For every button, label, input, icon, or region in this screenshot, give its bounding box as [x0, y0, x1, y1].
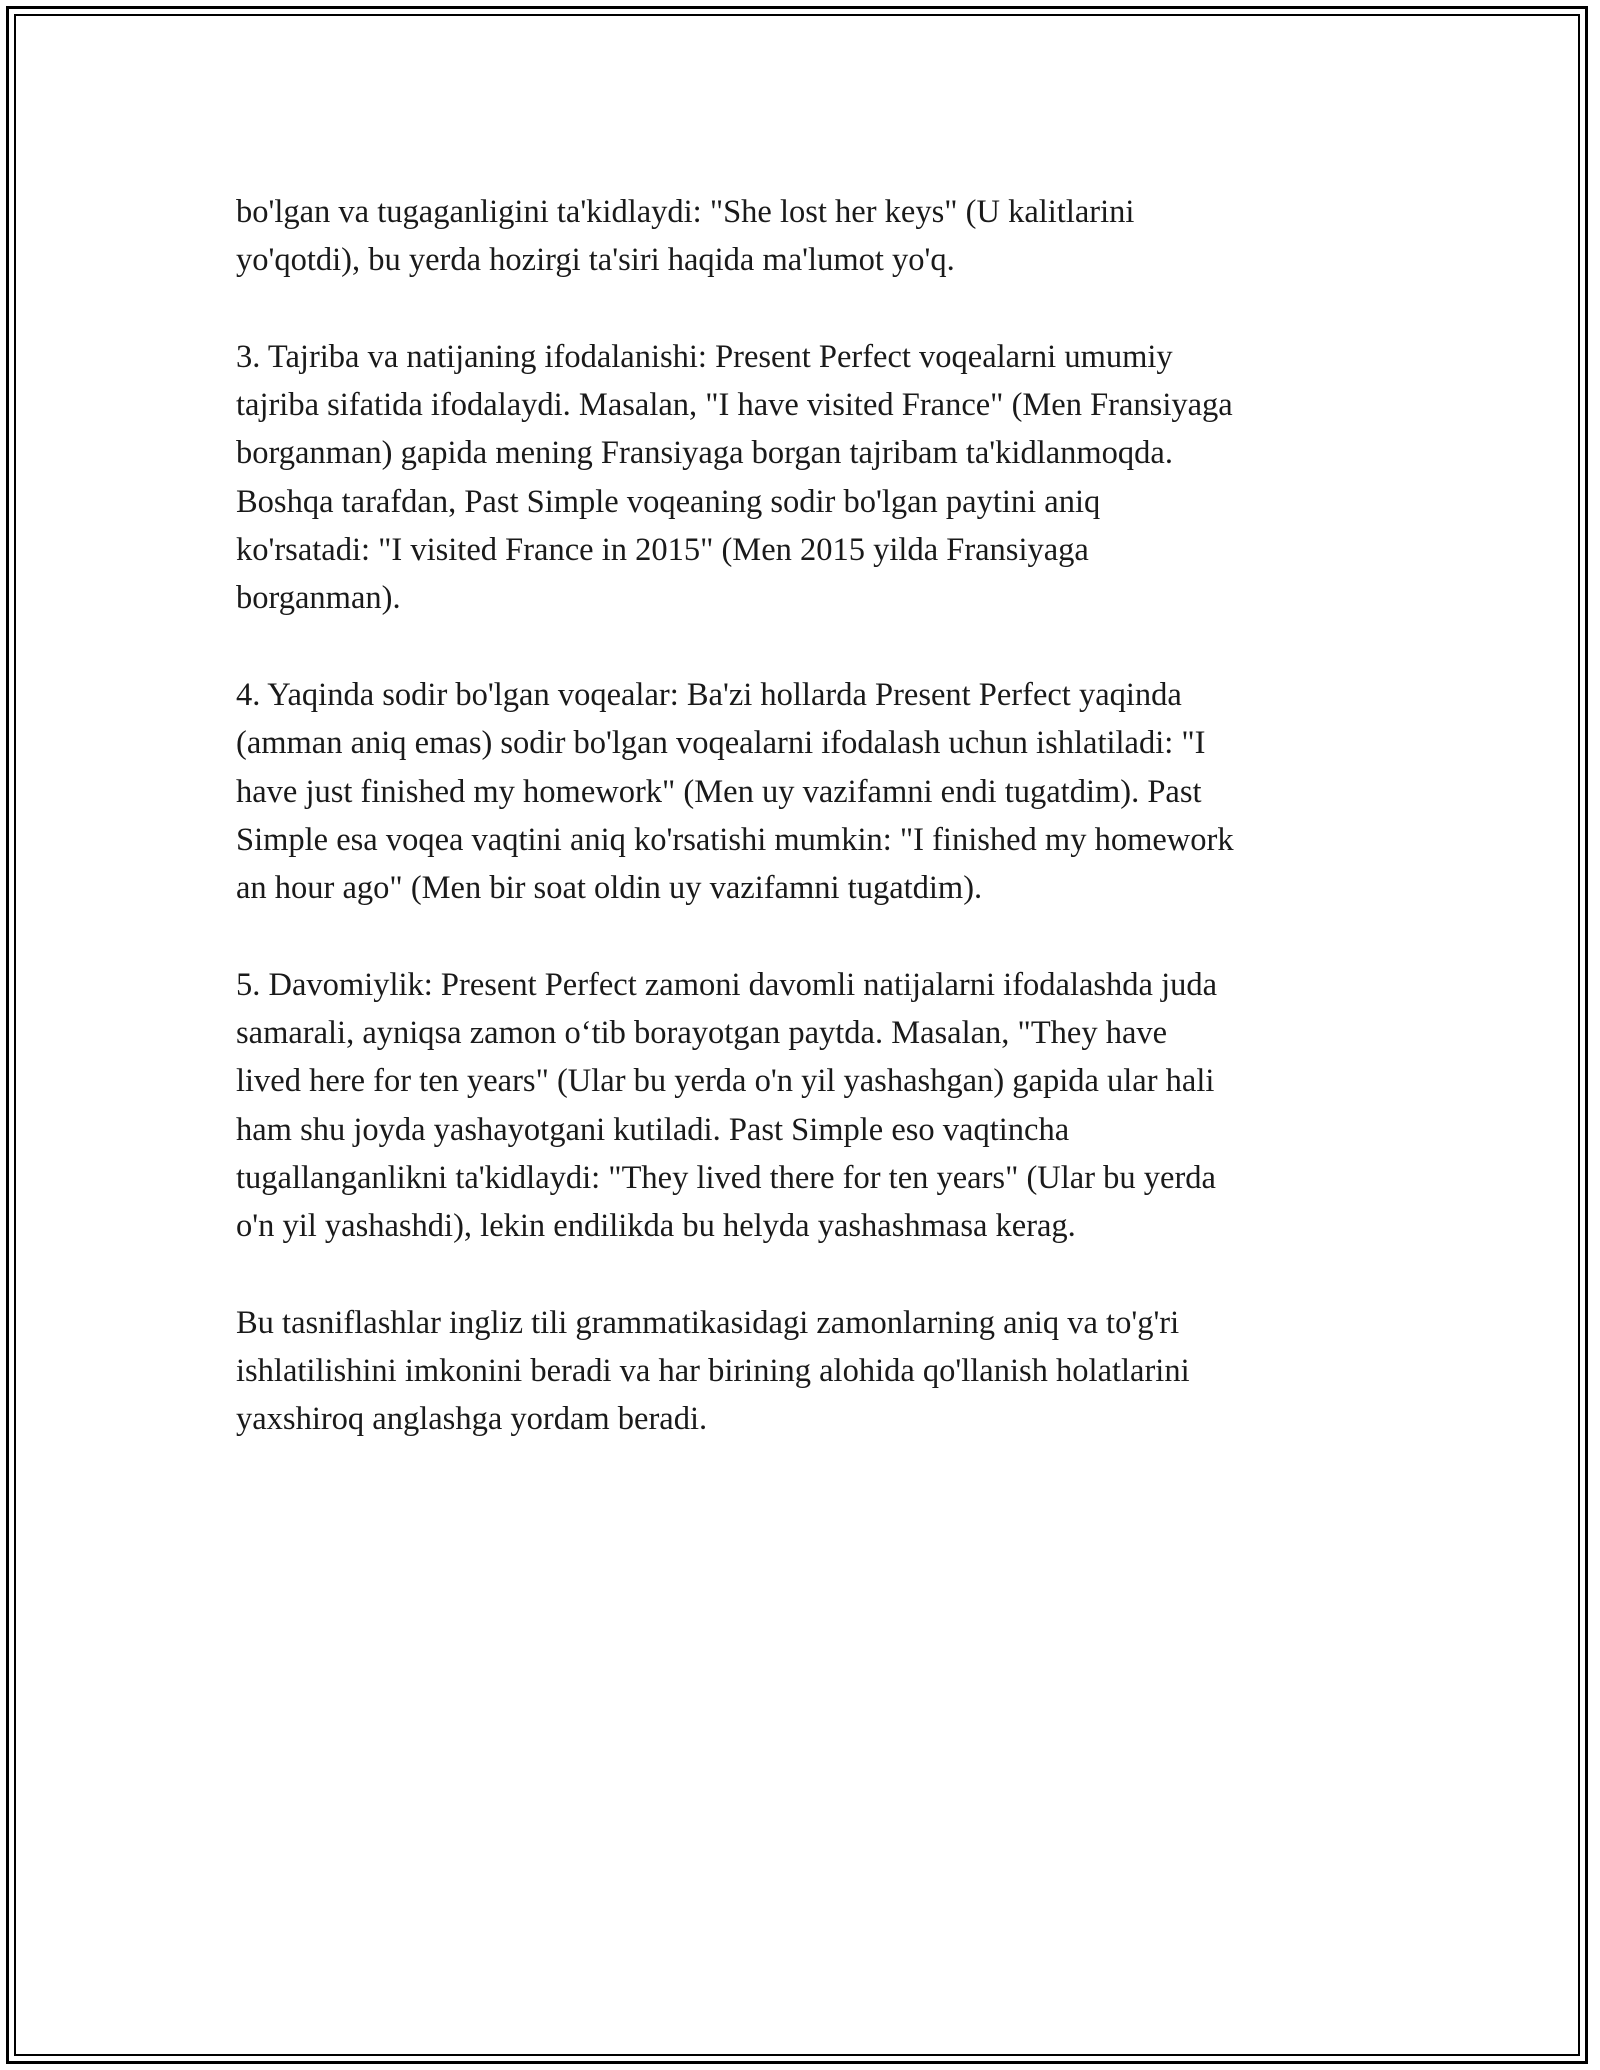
text-line: ko'rsatadi: "I visited France in 2015" (Men 2015 yilda Fransiyaga — [236, 532, 1089, 569]
document-body — [236, 188, 1386, 1444]
paragraph-duration — [236, 961, 1386, 1251]
text-line: Simple esa voqea vaqtini aniq ko'rsatishi mumkin: "I finished my homework — [236, 821, 1234, 858]
text-line: 3. Tajriba va natijaning ifodalanishi: Present Perfect voqealarni umumiy — [236, 338, 1173, 375]
text-line: 4. Yaqinda sodir bo'lgan voqealar: Ba'zi hollarda Present Perfect yaqinda — [236, 676, 1182, 713]
text-line: have just finished my homework" (Men uy vazifamni endi tugatdim). Past — [236, 773, 1202, 810]
text-line: Boshqa tarafdan, Past Simple voqeaning sodir bo'lgan paytini aniq — [236, 483, 1101, 520]
paragraph-conclusion — [236, 1299, 1386, 1444]
text-line: tugallanganlikni ta'kidlaydi: "They lived there for ten years" (Ular bu yerda — [236, 1159, 1216, 1196]
text-line: borganman). — [236, 580, 401, 617]
text-line: yaxshiroq anglashga yordam beradi. — [236, 1401, 708, 1438]
text-line: ishlatilishini imkonini beradi va har birining alohida qo'llanish holatlarini — [236, 1353, 1190, 1390]
text-line: tajriba sifatida ifodalaydi. Masalan, "I have visited France" (Men Fransiyaga — [236, 387, 1233, 424]
text-line: yo'qotdi), bu yerda hozirgi ta'siri haqida ma'lumot yo'q. — [236, 242, 955, 279]
text-line: lived here for ten years" (Ular bu yerda o'n yil yashashgan) gapida ular hali — [236, 1063, 1215, 1100]
text-line: (amman aniq emas) sodir bo'lgan voqealarni ifodalash uchun ishlatiladi: "I — [236, 725, 1206, 762]
text-line: o'n yil yashashdi), lekin endilikda bu helyda yashashmasa kerag. — [236, 1208, 1076, 1245]
text-line: an hour ago" (Men bir soat oldin uy vazifamni tugatdim). — [236, 870, 983, 907]
text-line: bo'lgan va tugaganligini ta'kidlaydi: "She lost her keys" (U kalitlarini — [236, 194, 1135, 230]
text-line: borganman) gapida mening Fransiyaga borgan tajribam ta'kidlanmoqda. — [236, 435, 1173, 472]
paragraph-experience — [236, 333, 1386, 623]
text-line: samarali, ayniqsa zamon o‘tib borayotgan paytda. Masalan, "They have — [236, 1015, 1168, 1052]
paragraph-recent-events — [236, 671, 1386, 912]
text-line: 5. Davomiylik: Present Perfect zamoni davomli natijalarni ifodalashda juda — [236, 966, 1218, 1003]
text-line: ham shu joyda yashayotgani kutiladi. Past Simple eso vaqtincha — [236, 1111, 1070, 1148]
text-line: Bu tasniflashlar ingliz tili grammatikasidagi zamonlarning aniq va to'g'ri — [236, 1304, 1180, 1341]
paragraph-continuation — [236, 188, 1386, 285]
